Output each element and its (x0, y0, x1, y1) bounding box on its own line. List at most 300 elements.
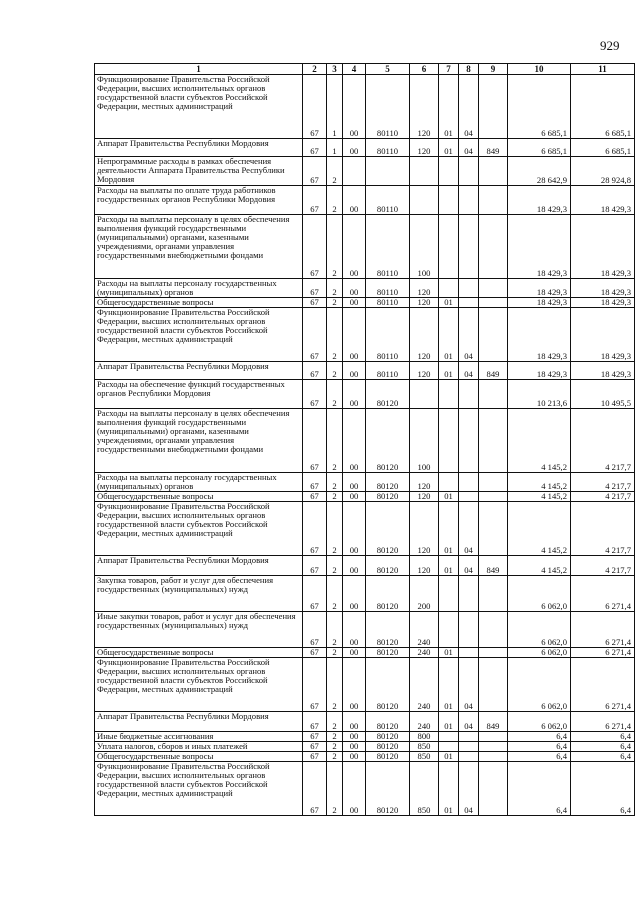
code-cell: 80120 (366, 612, 410, 648)
budget-table (94, 63, 635, 816)
table-row (95, 712, 635, 732)
code-cell: 240 (410, 612, 439, 648)
code-cell: 00 (343, 648, 366, 658)
code-cell: 01 (439, 648, 459, 658)
amount-cell: 28 924,8 (571, 157, 635, 186)
code-cell: 80120 (366, 732, 410, 742)
code-cell: 2 (327, 409, 343, 473)
code-cell: 120 (410, 502, 439, 556)
code-cell: 2 (327, 380, 343, 409)
code-cell: 04 (459, 308, 479, 362)
code-cell: 04 (459, 502, 479, 556)
row-label: Закупка товаров, работ и услуг для обеспечения государственных (муниципальных) нужд (95, 576, 303, 612)
code-cell: 80120 (366, 742, 410, 752)
code-cell (479, 279, 508, 298)
code-cell (439, 186, 459, 215)
code-cell: 80110 (366, 279, 410, 298)
code-cell: 00 (343, 473, 366, 492)
code-cell: 2 (327, 362, 343, 380)
amount-cell: 4 145,2 (508, 502, 571, 556)
code-cell: 80120 (366, 409, 410, 473)
code-cell: 67 (303, 75, 327, 139)
column-header-3: 3 (327, 64, 343, 75)
row-label: Функционирование Правительства Российской Федерации, высших исполнительных органов государственной власти субъектов Российской Федерации, местных администраций (95, 762, 303, 816)
table-row (95, 556, 635, 576)
column-header-7: 7 (439, 64, 459, 75)
code-cell: 67 (303, 752, 327, 762)
amount-cell: 18 429,3 (571, 298, 635, 308)
code-cell (459, 612, 479, 648)
code-cell: 2 (327, 648, 343, 658)
code-cell: 2 (327, 186, 343, 215)
table-row (95, 762, 635, 816)
code-cell: 2 (327, 658, 343, 712)
row-label: Расходы на выплаты по оплате труда работников государственных органов Республики Мордовия (95, 186, 303, 215)
code-cell: 120 (410, 362, 439, 380)
amount-cell: 6 271,4 (571, 612, 635, 648)
amount-cell: 4 217,7 (571, 502, 635, 556)
amount-cell: 4 145,2 (508, 556, 571, 576)
code-cell: 00 (343, 502, 366, 556)
code-cell (459, 742, 479, 752)
table-body (95, 75, 635, 816)
code-cell: 00 (343, 298, 366, 308)
amount-cell: 4 145,2 (508, 409, 571, 473)
code-cell (479, 75, 508, 139)
table-row (95, 492, 635, 502)
code-cell: 04 (459, 75, 479, 139)
code-cell: 00 (343, 362, 366, 380)
header-row (95, 64, 635, 75)
code-cell: 120 (410, 75, 439, 139)
code-cell: 67 (303, 380, 327, 409)
amount-cell: 6 685,1 (508, 75, 571, 139)
code-cell: 80110 (366, 362, 410, 380)
row-label: Аппарат Правительства Республики Мордовия (95, 139, 303, 157)
row-label: Иные закупки товаров, работ и услуг для обеспечения государственных (муниципальных) нужд (95, 612, 303, 648)
table-row (95, 279, 635, 298)
table-row (95, 409, 635, 473)
code-cell (459, 492, 479, 502)
amount-cell: 6 685,1 (571, 75, 635, 139)
code-cell: 80120 (366, 712, 410, 732)
table-row (95, 612, 635, 648)
row-label: Функционирование Правительства Российской Федерации, высших исполнительных органов государственной власти субъектов Российской Федерации, местных администраций (95, 658, 303, 712)
column-header-10: 10 (508, 64, 571, 75)
amount-cell: 18 429,3 (508, 279, 571, 298)
code-cell: 2 (327, 556, 343, 576)
table-row (95, 473, 635, 492)
code-cell: 00 (343, 279, 366, 298)
code-cell: 2 (327, 298, 343, 308)
amount-cell: 6,4 (571, 762, 635, 816)
code-cell (479, 215, 508, 279)
amount-cell: 10 213,6 (508, 380, 571, 409)
code-cell (439, 409, 459, 473)
code-cell: 01 (439, 308, 459, 362)
amount-cell: 6 685,1 (571, 139, 635, 157)
code-cell (459, 279, 479, 298)
amount-cell: 18 429,3 (571, 362, 635, 380)
code-cell: 120 (410, 139, 439, 157)
table-row (95, 298, 635, 308)
row-label: Аппарат Правительства Республики Мордовия (95, 362, 303, 380)
code-cell: 67 (303, 612, 327, 648)
code-cell: 01 (439, 75, 459, 139)
amount-cell: 6 062,0 (508, 712, 571, 732)
table-row (95, 139, 635, 157)
code-cell (479, 648, 508, 658)
code-cell: 849 (479, 362, 508, 380)
code-cell: 00 (343, 712, 366, 732)
column-header-6: 6 (410, 64, 439, 75)
code-cell: 01 (439, 492, 459, 502)
code-cell: 240 (410, 658, 439, 712)
amount-cell: 6,4 (508, 762, 571, 816)
amount-cell: 6,4 (571, 742, 635, 752)
code-cell: 01 (439, 139, 459, 157)
code-cell: 80110 (366, 215, 410, 279)
code-cell (479, 308, 508, 362)
code-cell: 67 (303, 298, 327, 308)
row-label: Уплата налогов, сборов и иных платежей (95, 742, 303, 752)
row-label: Аппарат Правительства Республики Мордовия (95, 712, 303, 732)
code-cell: 01 (439, 298, 459, 308)
amount-cell: 4 217,7 (571, 409, 635, 473)
amount-cell: 18 429,3 (508, 308, 571, 362)
code-cell: 67 (303, 576, 327, 612)
code-cell: 80120 (366, 658, 410, 712)
code-cell: 01 (439, 752, 459, 762)
row-label: Непрограммные расходы в рамках обеспечения деятельности Аппарата Правительства Республики Мордовия (95, 157, 303, 186)
code-cell: 80120 (366, 556, 410, 576)
row-label: Иные бюджетные ассигнования (95, 732, 303, 742)
amount-cell: 4 145,2 (508, 492, 571, 502)
code-cell (366, 157, 410, 186)
amount-cell: 4 217,7 (571, 492, 635, 502)
code-cell: 850 (410, 742, 439, 752)
code-cell: 01 (439, 712, 459, 732)
code-cell (439, 742, 459, 752)
amount-cell: 18 429,3 (508, 362, 571, 380)
code-cell: 1 (327, 139, 343, 157)
code-cell: 2 (327, 762, 343, 816)
code-cell: 01 (439, 658, 459, 712)
code-cell (479, 658, 508, 712)
amount-cell: 6,4 (571, 752, 635, 762)
amount-cell: 4 145,2 (508, 473, 571, 492)
amount-cell: 6 062,0 (508, 658, 571, 712)
code-cell: 80110 (366, 186, 410, 215)
code-cell: 00 (343, 380, 366, 409)
code-cell: 80110 (366, 298, 410, 308)
amount-cell: 6,4 (571, 732, 635, 742)
code-cell (459, 752, 479, 762)
code-cell: 67 (303, 658, 327, 712)
code-cell: 800 (410, 732, 439, 742)
code-cell (439, 473, 459, 492)
code-cell (479, 298, 508, 308)
amount-cell: 6 062,0 (508, 576, 571, 612)
code-cell: 00 (343, 742, 366, 752)
code-cell: 00 (343, 186, 366, 215)
code-cell: 67 (303, 362, 327, 380)
amount-cell: 6 062,0 (508, 612, 571, 648)
code-cell: 120 (410, 473, 439, 492)
amount-cell: 18 429,3 (508, 215, 571, 279)
column-header-11: 11 (571, 64, 635, 75)
code-cell: 2 (327, 752, 343, 762)
code-cell: 67 (303, 139, 327, 157)
code-cell (479, 380, 508, 409)
code-cell (410, 380, 439, 409)
table-row (95, 648, 635, 658)
code-cell: 00 (343, 752, 366, 762)
code-cell (343, 157, 366, 186)
code-cell: 2 (327, 612, 343, 648)
amount-cell: 4 217,7 (571, 473, 635, 492)
code-cell (439, 612, 459, 648)
amount-cell: 18 429,3 (508, 298, 571, 308)
code-cell: 2 (327, 157, 343, 186)
column-header-8: 8 (459, 64, 479, 75)
code-cell (479, 409, 508, 473)
code-cell: 00 (343, 215, 366, 279)
column-header-2: 2 (303, 64, 327, 75)
code-cell: 00 (343, 556, 366, 576)
code-cell: 120 (410, 492, 439, 502)
code-cell (459, 576, 479, 612)
amount-cell: 18 429,3 (571, 186, 635, 215)
column-header-4: 4 (343, 64, 366, 75)
row-label: Общегосударственные вопросы (95, 752, 303, 762)
code-cell: 2 (327, 732, 343, 742)
table-row (95, 742, 635, 752)
code-cell (479, 186, 508, 215)
code-cell: 67 (303, 492, 327, 502)
code-cell (459, 648, 479, 658)
row-label: Функционирование Правительства Российской Федерации, высших исполнительных органов государственной власти субъектов Российской Федерации, местных администраций (95, 502, 303, 556)
table-row (95, 362, 635, 380)
column-header-9: 9 (479, 64, 508, 75)
amount-cell: 10 495,5 (571, 380, 635, 409)
code-cell: 100 (410, 215, 439, 279)
code-cell: 80120 (366, 576, 410, 612)
code-cell: 00 (343, 658, 366, 712)
code-cell (410, 157, 439, 186)
code-cell: 67 (303, 732, 327, 742)
row-label: Общегосударственные вопросы (95, 648, 303, 658)
code-cell (479, 157, 508, 186)
code-cell: 2 (327, 492, 343, 502)
code-cell: 2 (327, 712, 343, 732)
code-cell (439, 380, 459, 409)
code-cell: 00 (343, 732, 366, 742)
code-cell: 67 (303, 473, 327, 492)
code-cell (459, 298, 479, 308)
code-cell: 67 (303, 712, 327, 732)
code-cell (459, 732, 479, 742)
code-cell (459, 409, 479, 473)
code-cell: 67 (303, 502, 327, 556)
code-cell (459, 186, 479, 215)
code-cell: 200 (410, 576, 439, 612)
code-cell: 2 (327, 742, 343, 752)
code-cell: 00 (343, 308, 366, 362)
code-cell: 2 (327, 308, 343, 362)
code-cell (479, 732, 508, 742)
row-label: Расходы на обеспечение функций государственных органов Республики Мордовия (95, 380, 303, 409)
table-row (95, 380, 635, 409)
code-cell: 2 (327, 576, 343, 612)
code-cell: 120 (410, 556, 439, 576)
code-cell: 80110 (366, 139, 410, 157)
row-label: Функционирование Правительства Российской Федерации, высших исполнительных органов государственной власти субъектов Российской Федерации, местных администраций (95, 75, 303, 139)
code-cell: 00 (343, 139, 366, 157)
code-cell (479, 752, 508, 762)
table-row (95, 502, 635, 556)
row-label: Расходы на выплаты персоналу государственных (муниципальных) органов (95, 473, 303, 492)
table-row (95, 186, 635, 215)
code-cell: 120 (410, 279, 439, 298)
code-cell (439, 279, 459, 298)
code-cell: 67 (303, 215, 327, 279)
page-number: 929 (600, 38, 620, 53)
amount-cell: 6 685,1 (508, 139, 571, 157)
code-cell: 80120 (366, 762, 410, 816)
code-cell: 80110 (366, 75, 410, 139)
amount-cell: 4 217,7 (571, 556, 635, 576)
table-row (95, 658, 635, 712)
table-row (95, 576, 635, 612)
row-label: Аппарат Правительства Республики Мордовия (95, 556, 303, 576)
amount-cell: 6,4 (508, 732, 571, 742)
code-cell: 04 (459, 762, 479, 816)
code-cell: 67 (303, 648, 327, 658)
code-cell: 1 (327, 75, 343, 139)
code-cell: 01 (439, 362, 459, 380)
code-cell: 04 (459, 712, 479, 732)
code-cell (479, 502, 508, 556)
code-cell: 849 (479, 139, 508, 157)
code-cell: 240 (410, 712, 439, 732)
code-cell: 120 (410, 298, 439, 308)
row-label: Общегосударственные вопросы (95, 298, 303, 308)
code-cell (479, 742, 508, 752)
code-cell: 04 (459, 139, 479, 157)
amount-cell: 18 429,3 (508, 186, 571, 215)
code-cell: 2 (327, 215, 343, 279)
code-cell: 240 (410, 648, 439, 658)
code-cell: 120 (410, 308, 439, 362)
amount-cell: 6 062,0 (508, 648, 571, 658)
code-cell: 849 (479, 556, 508, 576)
row-label: Общегосударственные вопросы (95, 492, 303, 502)
amount-cell: 18 429,3 (571, 279, 635, 298)
code-cell: 2 (327, 473, 343, 492)
code-cell: 80110 (366, 308, 410, 362)
code-cell: 67 (303, 279, 327, 298)
amount-cell: 18 429,3 (571, 308, 635, 362)
code-cell (459, 473, 479, 492)
row-label: Расходы на выплаты персоналу в целях обеспечения выполнения функций государственными (муниципальными) органами, казенными учреждениями, органами управления государственными внебюджетными фондами (95, 215, 303, 279)
code-cell: 2 (327, 279, 343, 298)
code-cell: 01 (439, 556, 459, 576)
code-cell (439, 157, 459, 186)
code-cell: 80120 (366, 648, 410, 658)
column-header-1: 1 (95, 64, 303, 75)
code-cell: 100 (410, 409, 439, 473)
amount-cell: 6,4 (508, 742, 571, 752)
code-cell: 00 (343, 75, 366, 139)
code-cell: 00 (343, 409, 366, 473)
amount-cell: 18 429,3 (571, 215, 635, 279)
table-row (95, 732, 635, 742)
code-cell: 04 (459, 362, 479, 380)
row-label: Расходы на выплаты персоналу в целях обеспечения выполнения функций государственными (муниципальными) органами, казенными учреждениями, органами управления государственными внебюджетными фондами (95, 409, 303, 473)
amount-cell: 6 271,4 (571, 576, 635, 612)
code-cell (479, 492, 508, 502)
code-cell: 67 (303, 157, 327, 186)
code-cell: 80120 (366, 752, 410, 762)
code-cell: 01 (439, 762, 459, 816)
code-cell (479, 762, 508, 816)
table-row (95, 157, 635, 186)
amount-cell: 6,4 (508, 752, 571, 762)
code-cell (410, 186, 439, 215)
code-cell: 849 (479, 712, 508, 732)
code-cell (479, 576, 508, 612)
code-cell (439, 576, 459, 612)
code-cell: 80120 (366, 473, 410, 492)
code-cell: 67 (303, 762, 327, 816)
row-label: Функционирование Правительства Российской Федерации, высших исполнительных органов государственной власти субъектов Российской Федерации, местных администраций (95, 308, 303, 362)
row-label: Расходы на выплаты персоналу государственных (муниципальных) органов (95, 279, 303, 298)
code-cell: 67 (303, 556, 327, 576)
code-cell: 67 (303, 308, 327, 362)
code-cell: 850 (410, 752, 439, 762)
table-row (95, 308, 635, 362)
code-cell: 01 (439, 502, 459, 556)
code-cell (439, 215, 459, 279)
code-cell (459, 380, 479, 409)
amount-cell: 28 642,9 (508, 157, 571, 186)
code-cell: 67 (303, 742, 327, 752)
code-cell: 2 (327, 502, 343, 556)
code-cell (439, 732, 459, 742)
amount-cell: 6 271,4 (571, 648, 635, 658)
code-cell: 67 (303, 186, 327, 215)
table-row (95, 215, 635, 279)
code-cell (479, 473, 508, 492)
code-cell: 04 (459, 556, 479, 576)
code-cell: 00 (343, 762, 366, 816)
column-header-5: 5 (366, 64, 410, 75)
code-cell: 00 (343, 576, 366, 612)
amount-cell: 6 271,4 (571, 712, 635, 732)
code-cell: 00 (343, 492, 366, 502)
code-cell: 80120 (366, 380, 410, 409)
table-row (95, 752, 635, 762)
code-cell: 04 (459, 658, 479, 712)
code-cell: 80120 (366, 502, 410, 556)
code-cell: 850 (410, 762, 439, 816)
code-cell: 00 (343, 612, 366, 648)
amount-cell: 6 271,4 (571, 658, 635, 712)
code-cell (459, 215, 479, 279)
table-row (95, 75, 635, 139)
code-cell: 80120 (366, 492, 410, 502)
